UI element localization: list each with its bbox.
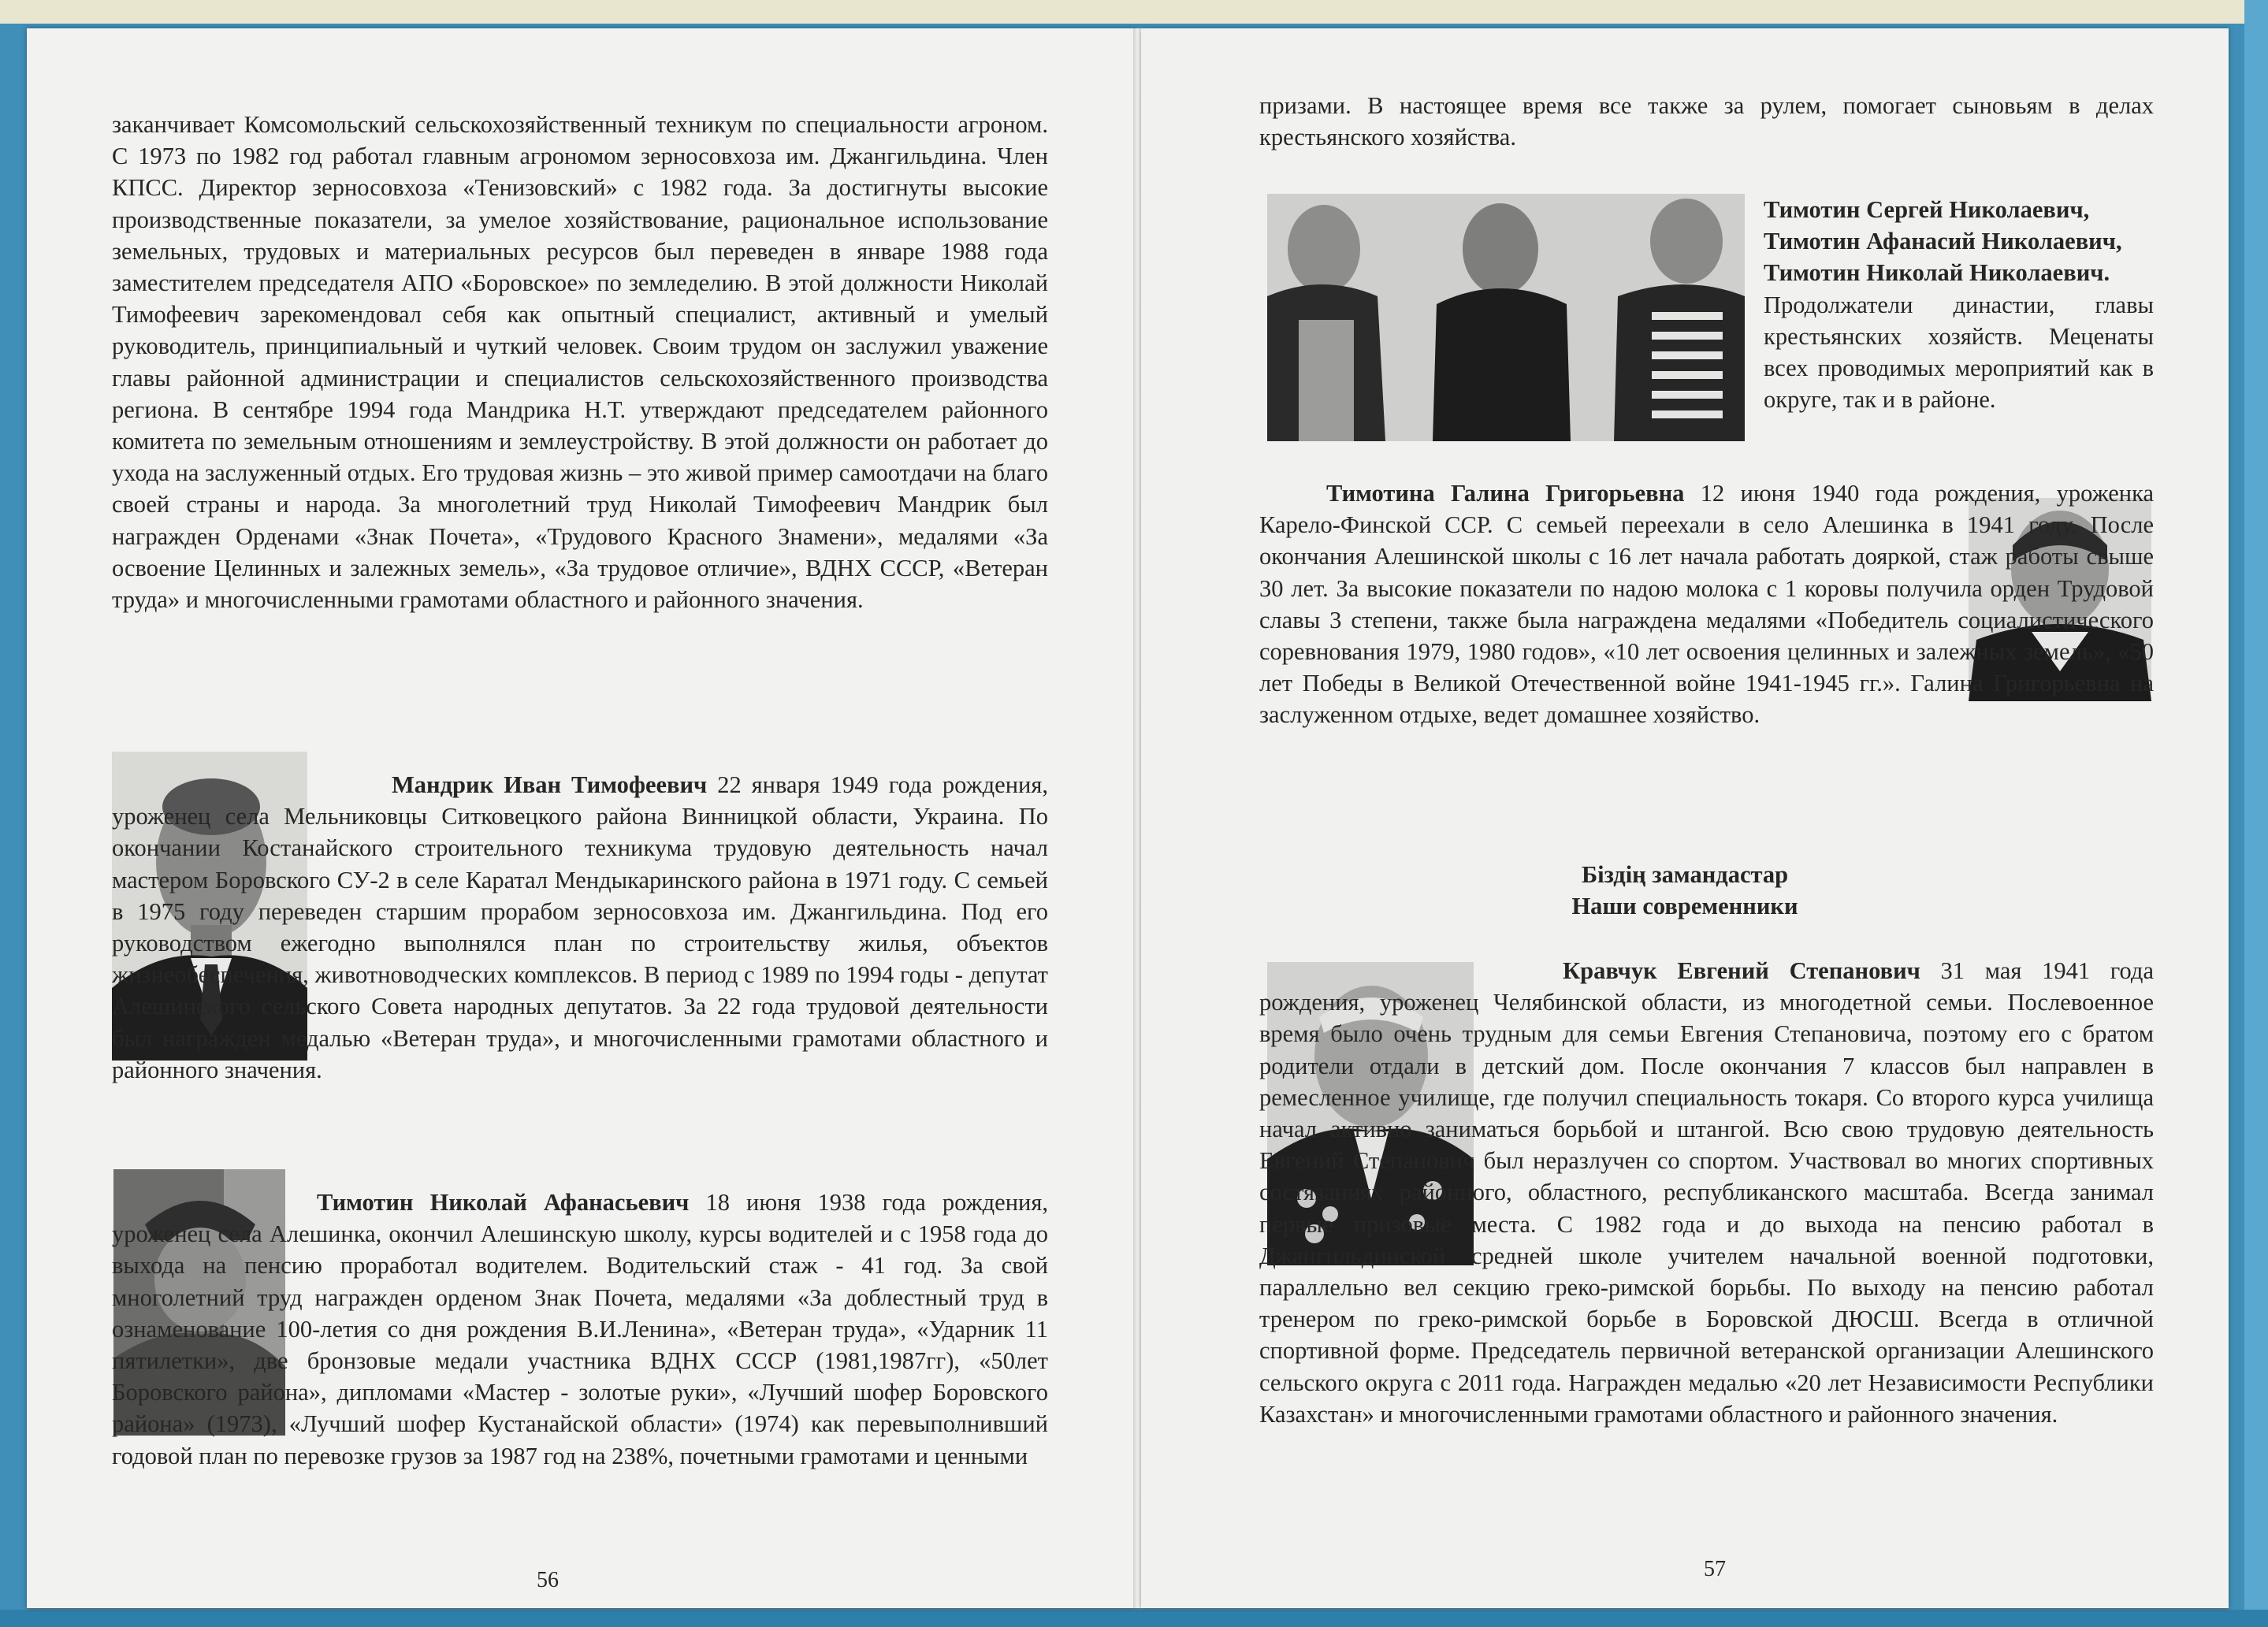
timotin-paragraph — [112, 1187, 1048, 1472]
timotina-text: 12 июня 1940 года рождения, уроженка Карело-Финской ССР. С семьей переехали в село Алешинка в 1941 году. После окончания Алешинской школы с 16 лет начала работать дояркой, стаж работы свыше 30 лет. За высокие показатели по надою молока с 1 коровы получила орден Трудовой славы 3 степени, также была награждена медалями «Победитель социалистического соревнования 1979, 1980 годов», «10 лет освоения целинных и залежных земель», «50 лет Победы в Великой Отечественной войне 1941-1945 гг.». Галина Григорьевна на заслуженном отдыхе, ведет домашнее хозяйство. — [1259, 480, 2155, 729]
right-page — [1141, 28, 2229, 1608]
intro-paragraph-right: призами. В настоящее время все также за рулем, помогает сыновьям в делах крестьянского хозяйства. — [1259, 92, 2154, 151]
caption-name-3: Тимотин Николай Николаевич. — [1764, 259, 2110, 287]
intro-paragraph: заканчивает Комсомольский сельскохозяйственный техникум по специальности агроном. С 1973 по 1982 год работал главным агрономом зерносовхоза им. Джангильдина. Член КПСС. Директор зерносовхоза «Тенизовский» с 1982 года. За достигнуты высокие производственные показатели, за умелое хозяйствование, рациональное использование земельных, трудовых и материальных ресурсов был переведен в январе 1988 года заместителем председателя АПО «Боровское» по земледелию. В этой должности Николай Тимофеевич зарекомендовал себя как опытный специалист, активный и умелый руководитель, принципиальный и чуткий человек. Своим трудом он заслужил уважение главы районной администрации и специалистов сельскохозяйственного производства региона. В сентябре 1994 года Мандрика Н.Т. утверждают председателем районного комитета по земельным отношениям и землеустройству. В этой должности он работает до ухода на заслуженный отдых. Его трудовая жизнь – это живой пример самоотдачи на благо своей страны и народа. За многолетний труд Николай Тимофеевич Мандрик был награжден Орденами «Знак Почета», «Трудового Красного Знамени», медалями «За освоение Целинных и залежных земель», «За трудовое отличие», ВДНХ СССР, «Ветеран труда» и многочисленными грамотами областного и районного значения. — [112, 111, 1048, 614]
caption-name-1: Тимотин Сергей Николаевич, — [1764, 196, 2090, 223]
kravchuk-name: Кравчук Евгений Степанович — [1563, 957, 1920, 984]
left-page — [27, 28, 1138, 1608]
timotin-name: Тимотин Николай Афанасьевич — [317, 1189, 690, 1216]
page-number-right: 57 — [1704, 1557, 1726, 1581]
group-photo-timotin-sons — [1267, 194, 1745, 441]
section-heading — [1141, 859, 2229, 922]
group-photo-caption — [1764, 194, 2154, 415]
timotin-text: 18 июня 1938 года рождения, уроженец села Алешинка, окончил Алешинскую школу, курсы водителей и с 1958 года до выхода на пенсию проработал водителем. Водительский стаж - 41 год. За свой многолетний труд награжден орденом Знак Почета, медалями «За доблестный труд в ознаменование 100-летия со дня рождения В.И.Ленина», «Ветеран труда», «Ударник 11 пятилетки», две бронзовые медали участника ВДНХ СССР (1981,1987гг), «50лет Боровского района», дипломами «Мастер - золотые руки», «Лучший шофер Боровского района» (1973), «Лучший шофер Кустанайской области» (1974) как перевыполнивший годовой план по перевозке грузов за 1987 год на 238%, почетными грамотами и ценными — [112, 1189, 1048, 1469]
mandrik-name: Мандрик Иван Тимофеевич — [392, 771, 708, 798]
heading-kz: Біздің замандастар — [1581, 861, 1789, 888]
book-cover-bottom — [0, 1610, 2268, 1627]
book-cover-edge — [2244, 0, 2268, 1627]
kravchuk-text: 31 мая 1941 года рождения, уроженец Челябинской области, из многодетной семьи. Послевоенное время было очень трудным для семьи Евгения Степановича, поэтому его с братом родители отдали в детский дом. После окончания 7 классов был направлен в ремесленное училище, где получил специальность токаря. Со второго курса училища начал активно заниматься борьбой и штангой. Всю свою трудовую деятельность Евгений Степанович был неразлучен со спортом. Участвовал во многих спортивных состязаниях районного, областного, республиканского масштаба. Всегда занимал первые призовые места. С 1982 года и до выхода на пенсию работал в Джангильдинской средней школе учителем начальной военной подготовки, параллельно вел секцию греко-римской борьбы. По выходу на пенсию работал тренером по греко-римской борьбе в Боровской ДЮСШ. Всегда в отличной спортивной форме. Председатель первичной ветеранской организации Алешинского сельского округа с 2011 года. Награжден медалью «20 лет Независимости Республики Казахстан» и многочисленными грамотами областного и районного значения. — [1259, 957, 2154, 1428]
heading-ru: Наши современники — [1571, 893, 1798, 920]
kravchuk-paragraph — [1259, 955, 2154, 1430]
mandrik-paragraph — [112, 769, 1048, 1086]
caption-name-2: Тимотин Афанасий Николаевич, — [1764, 228, 2122, 255]
timotina-name: Тимотина Галина Григорьевна — [1326, 480, 1685, 507]
timotina-paragraph — [1259, 477, 2154, 731]
mandrik-text: 22 января 1949 года рождения, уроженец села Мельниковцы Ситковецкого района Винницкой области, Украина. По окончании Костанайского строительного техникума трудовую деятельность начал мастером Боровского СУ-2 в селе Каратал Мендыкаринского района в 1971 году. С семьей в 1975 году переведен старшим прорабом зерносовхоза им. Джангильдина. Под его руководством ежегодно выполнялся план по строительству жилья, объектов жизнеобеспечения, животноводческих комплексов. В период с 1989 по 1994 годы - депутат Алешинского сельского Совета народных депутатов. За 22 года трудовой деятельности был награжден медалью «Ветеран труда», и многочисленными грамотами областного и районного значения. — [112, 771, 1048, 1083]
caption-text: Продолжатели династии, главы крестьянских хозяйств. Меценаты всех проводимых мероприятий как в округе, так и в районе. — [1764, 291, 2154, 414]
table-surface-top — [0, 0, 2268, 24]
page-number-left: 56 — [537, 1568, 559, 1592]
